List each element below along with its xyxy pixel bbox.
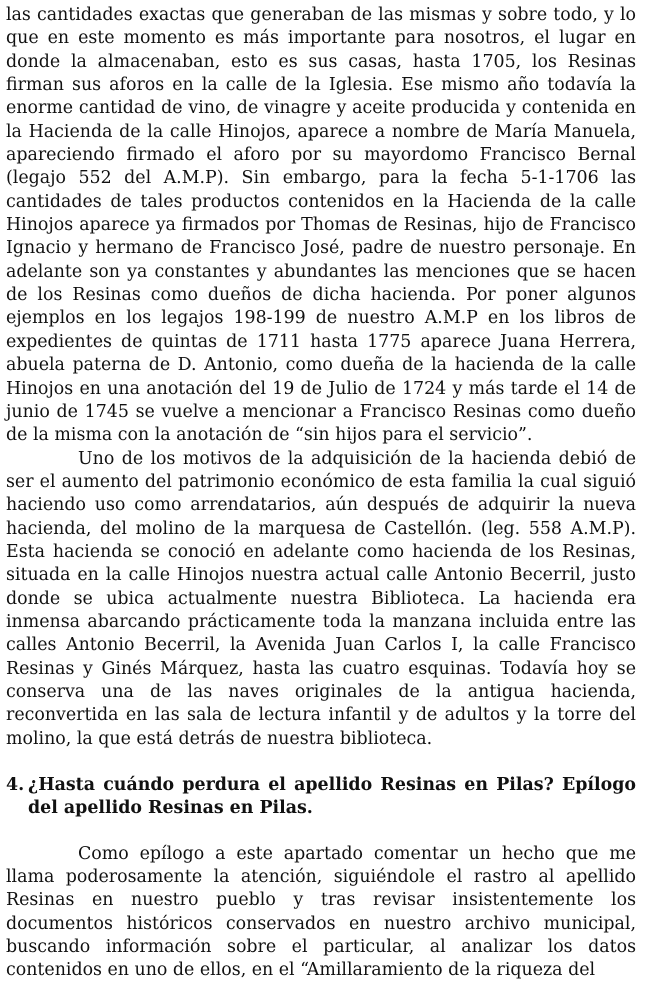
document-page [6, 4, 636, 983]
body-paragraph-3: Como epílogo a este apartado comentar un hecho que me llama poderosamente la atención, siguiéndole el rastro al apellido Resinas en nuestro pueblo y tras revisar insistentemente los documentos históricos conservados en nuestro archivo municipal, buscando información sobre el particular, al analizar los datos contenidos en uno de ellos, en el “Amillaramiento de la riqueza del [6, 843, 636, 981]
body-paragraph-2: Uno de los motivos de la adquisición de la hacienda debió de ser el aumento del patrimonio económico de esta familia la cual siguió haciendo uso como arrendatarios, aún después de adquirir la nueva hacienda, del molino de la marquesa de Castellón. (leg. 558 A.M.P). Esta hacienda se conoció en adelante como hacienda de los Resinas, situada en la calle Hinojos nuestra actual calle Antonio Becerril, justo donde se ubica actualmente nuestra Biblioteca. La hacienda era inmensa abarcando prácticamente toda la manzana incluida entre las calles Antonio Becerril, la Avenida Juan Carlos I, la calle Francisco Resinas y Ginés Márquez, hasta las cuatro esquinas. Todavía hoy se conserva una de las naves originales de la antigua hacienda, reconvertida en las sala de lectura infantil y de adultos y la torre del molino, la que está detrás de nuestra biblioteca. [6, 448, 636, 749]
body-paragraph-1: las cantidades exactas que generaban de las mismas y sobre todo, y lo que en este momento es más importante para nosotros, el lugar en donde la almacenaban, esto es sus casas, hasta 1705, los Resinas firman sus aforos en la calle de la Iglesia. Ese mismo año todavía la enorme cantidad de vino, de vinagre y aceite producida y contenida en la Hacienda de la calle Hinojos, aparece a nombre de María Manuela, apareciendo firmado el aforo por su mayordomo Francisco Bernal (legajo 552 del A.M.P). Sin embargo, para la fecha 5-1-1706 las cantidades de tales productos contenidos en la Hacienda de la calle Hinojos aparece ya firmados por Thomas de Resinas, hijo de Francisco Ignacio y hermano de Francisco José, padre de nuestro personaje. En adelante son ya constantes y abundantes las menciones que se hacen de los Resinas como dueños de dicha hacienda. Por poner algunos ejemplos en los legajos 198-199 de nuestro A.M.P en los libros de expedientes de quintas de 1711 hasta 1775 aparece Juana Herrera, abuela paterna de D. Antonio, como dueña de la hacienda de la calle Hinojos en una anotación del 19 de Julio de 1724 y más tarde el 14 de junio de 1745 se vuelve a mencionar a Francisco Resinas como dueño de la misma con la anotación de “sin hijos para el servicio”. [6, 5, 636, 446]
section-heading [6, 774, 636, 821]
section-heading-text: ¿Hasta cuándo perdura el apellido Resinas en Pilas? Epílogo del apellido Resinas en Pilas. [28, 775, 636, 819]
section-heading-number: 4. [6, 775, 25, 795]
